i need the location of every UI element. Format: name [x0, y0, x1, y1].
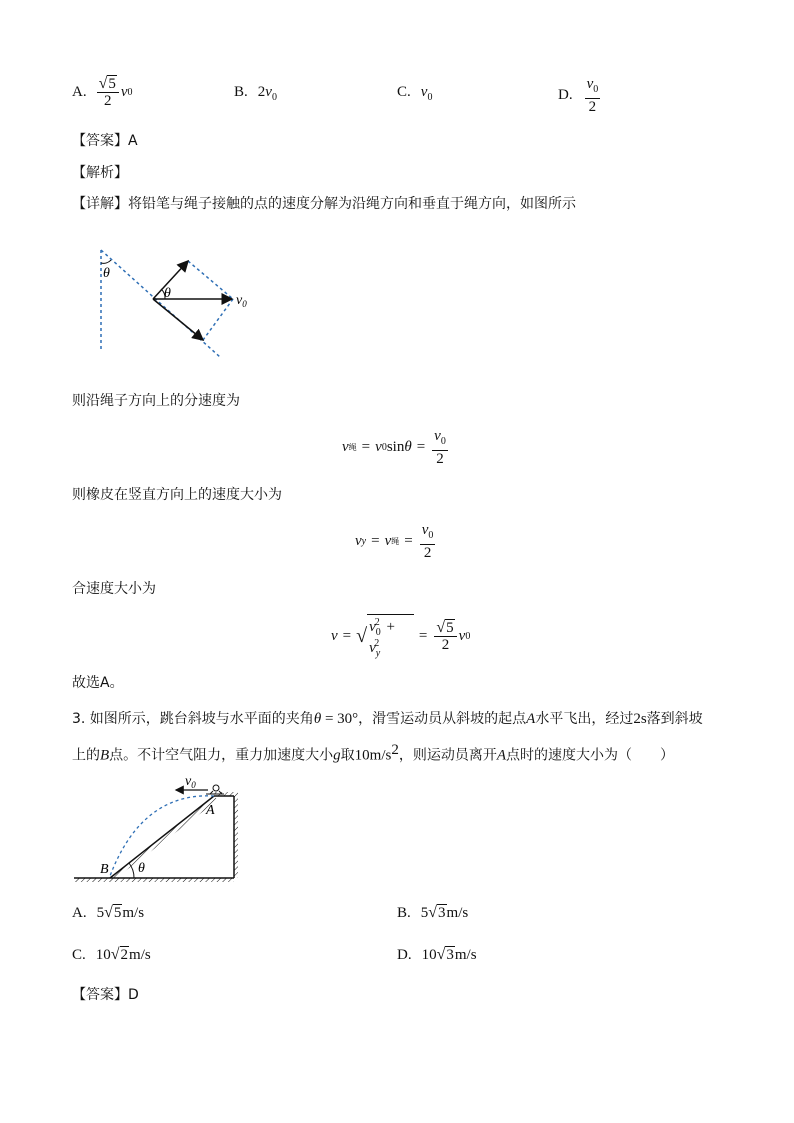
q2-answer: 【答案】A	[72, 133, 138, 149]
q2-detail: 【详解】将铅笔与绳子接触的点的速度分解为沿绳方向和垂直于绳方向，如图所示	[72, 196, 576, 212]
q3-option-b: B. 5√3m/s	[397, 904, 469, 921]
rope-line	[101, 250, 220, 357]
q3-slope-diagram	[72, 772, 242, 887]
parallelogram-bottom	[203, 299, 233, 340]
theta-label-mid: θ	[164, 286, 171, 301]
q3-option-d: D. 10√3m/s	[397, 946, 477, 963]
theta-label-top: θ	[103, 266, 110, 281]
platform-hatch	[234, 796, 238, 878]
q3-stem-line-1: 3. 如图所示，跳台斜坡与水平面的夹角θ = 30°，滑雪运动员从斜坡的起点A水平飞出，经过2s落到斜坡	[72, 711, 703, 727]
angle-arc-top	[101, 260, 111, 263]
rope-component-arrow	[153, 299, 203, 340]
q2-option-c: C. $v_0$	[397, 84, 433, 103]
slope-line	[110, 796, 214, 878]
v0-label: $v_0$	[185, 774, 196, 790]
q2-conclusion: 故选A。	[72, 675, 124, 691]
q2-analysis-tag: 【解析】	[72, 165, 128, 181]
q2-eraser-text: 则橡皮在竖直方向上的速度大小为	[72, 487, 282, 503]
q3-option-a: A. 5√5m/s	[72, 904, 145, 921]
q2-equation-2: v y = v 绳 = $\frac{v_0}{2}$	[355, 522, 434, 561]
v0-label: $v_0$	[236, 293, 247, 309]
q2-equation-1: v 绳 = v 0 sin θ = $\frac{v_0}{2}$	[342, 428, 446, 467]
parallelogram-top	[188, 261, 233, 299]
option-label: A.	[72, 84, 87, 100]
q3-answer: 【答案】D	[72, 987, 139, 1003]
q2-total-text: 合速度大小为	[72, 581, 156, 597]
q3-stem-line-2: 上的B点。不计空气阻力，重力加速度大小g取$10m/s^2$，则运动员离开A点时的速度大小为（ ）	[72, 742, 675, 764]
q2-equation-3: v = √ $v_0^2 + v_y^2$ = $\frac{√5}{2}$ v 0	[331, 614, 470, 659]
q2-option-b: B. $2v_0$	[234, 84, 277, 103]
fraction: $\frac{√5}{2}$	[97, 76, 119, 109]
fraction: $\frac{v_0}{2}$	[586, 76, 599, 115]
point-a-label: A	[206, 803, 215, 818]
q2-velocity-diagram	[90, 245, 270, 365]
q3-option-c: C. 10√2m/s	[72, 946, 151, 963]
theta-label: θ	[138, 861, 145, 876]
q2-option-a: A. $\frac{√5}{2}$ v 0	[72, 75, 133, 109]
q2-rope-component-text: 则沿绳子方向上的分速度为	[72, 393, 240, 409]
point-b-label: B	[100, 862, 109, 877]
q2-option-d: D. $\frac{v_0}{2}$	[558, 76, 599, 115]
